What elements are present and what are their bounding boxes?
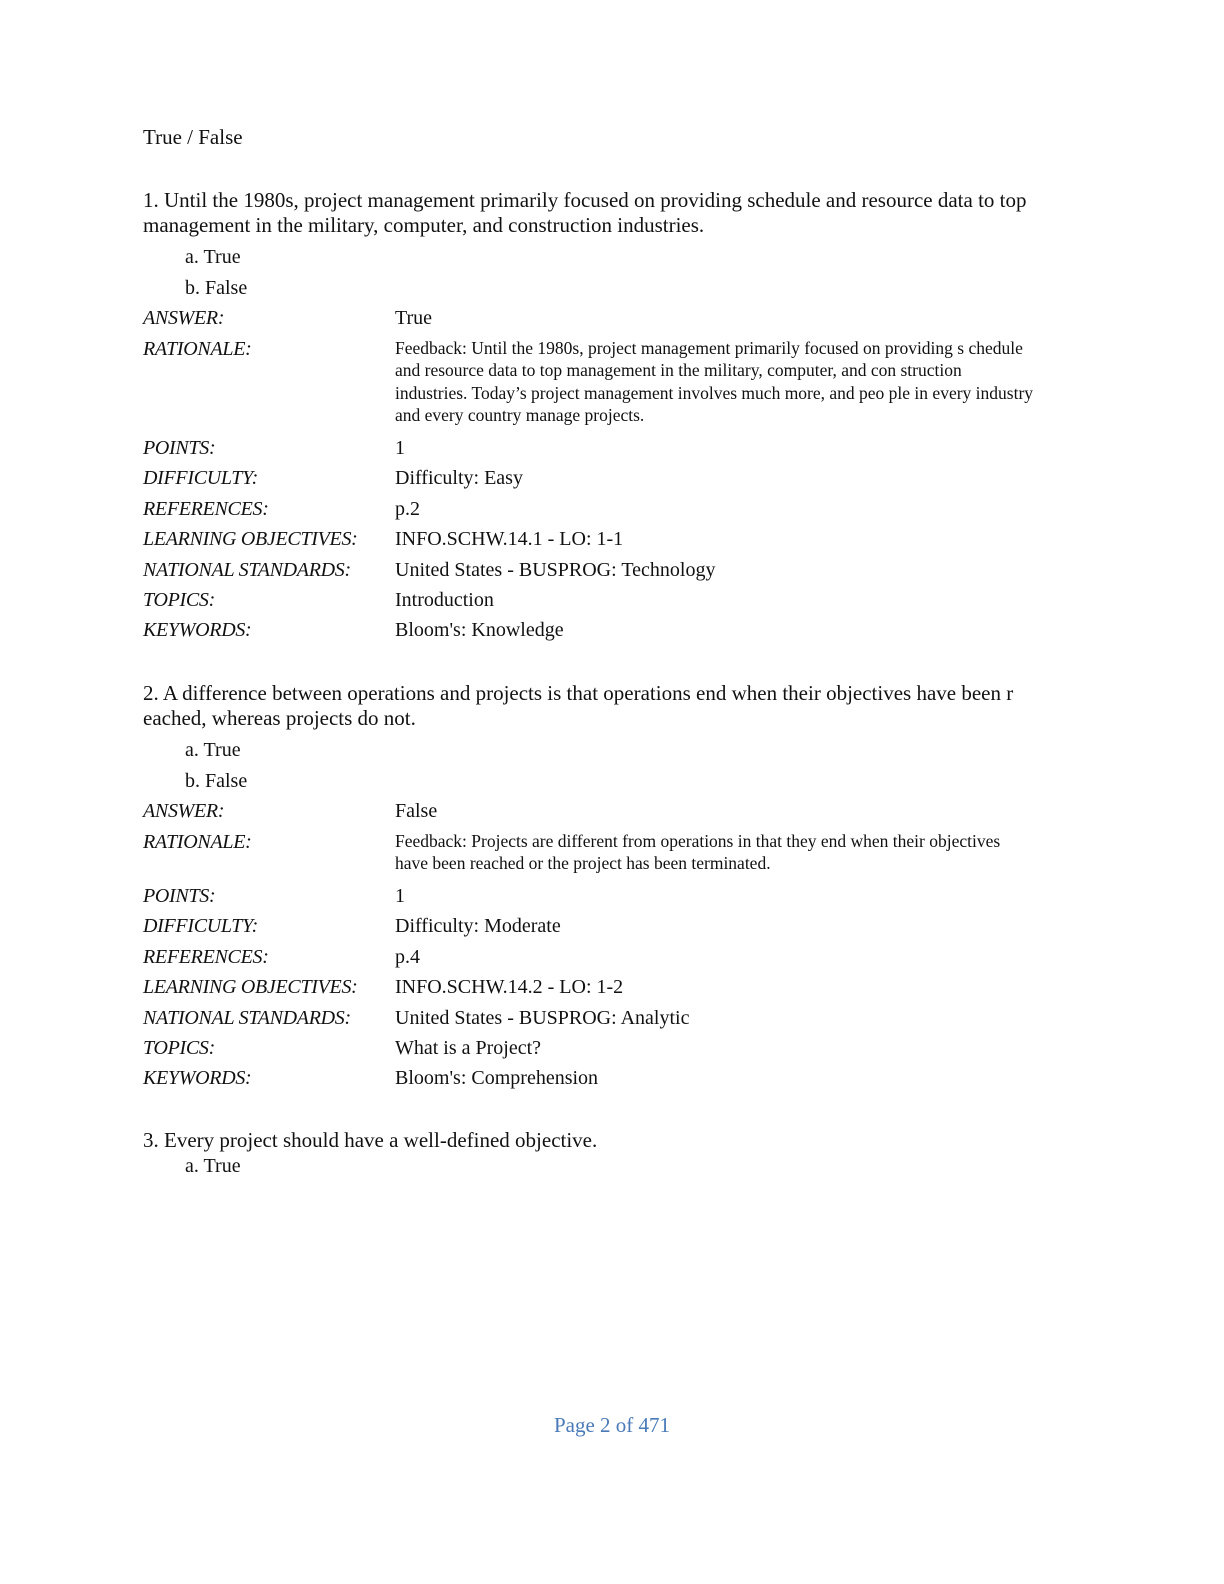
rationale-label: RATIONALE: xyxy=(143,337,252,360)
points-value: 1 xyxy=(395,884,405,907)
topics-value: Introduction xyxy=(395,589,494,611)
national-standards-label: NATIONAL STANDARDS: xyxy=(143,1006,351,1029)
learning-objectives-value: INFO.SCHW.14.1 - LO: 1-1 xyxy=(395,528,624,550)
section-title: True / False xyxy=(143,125,243,149)
option-a: a. True xyxy=(185,739,241,761)
topics-label: TOPICS: xyxy=(143,589,215,611)
question-text: 1. Until the 1980s, project management primarily focused on providing schedule and resource data to top management in the military, computer, and construction industries. xyxy=(143,188,1027,237)
points-label: POINTS: xyxy=(143,884,216,907)
option-b: b. False xyxy=(185,769,248,792)
question-2 xyxy=(143,681,1063,1092)
keywords-row xyxy=(143,1064,1063,1092)
national-standards-row xyxy=(143,1003,1063,1034)
question-text: 2. A difference between operations and projects is that operations end when their objectives have been r eached, whereas projects do not. xyxy=(143,681,1014,730)
topics-value: What is a Project? xyxy=(395,1037,542,1059)
difficulty-label: DIFFICULTY: xyxy=(143,467,259,489)
topics-row xyxy=(143,1033,1063,1064)
rationale-label: RATIONALE: xyxy=(143,830,252,853)
national-standards-value: United States - BUSPROG: Analytic xyxy=(395,1006,690,1029)
keywords-row xyxy=(143,616,1063,644)
points-label: POINTS: xyxy=(143,436,216,459)
question-metadata xyxy=(143,796,1063,1092)
national-standards-value: United States - BUSPROG: Technology xyxy=(395,558,716,581)
keywords-label: KEYWORDS: xyxy=(143,1066,252,1089)
answer-label: ANSWER: xyxy=(143,800,225,822)
option-a: a. True xyxy=(185,1155,241,1177)
references-label: REFERENCES: xyxy=(143,945,269,968)
learning-objectives-label: LEARNING OBJECTIVES: xyxy=(143,976,358,998)
national-standards-label: NATIONAL STANDARDS: xyxy=(143,558,351,581)
rationale-value: Feedback: Until the 1980s, project management primarily focused on providing s chedule and resource data to top management in the military, computer, and con struction industries. Today’s project management involves much more, and peo ple in every industry and every country manage projects. xyxy=(395,337,1034,425)
option-a: a. True xyxy=(185,246,241,268)
learning-objectives-value: INFO.SCHW.14.2 - LO: 1-2 xyxy=(395,976,624,998)
keywords-value: Bloom's: Knowledge xyxy=(395,618,564,641)
options-list xyxy=(143,735,1063,796)
difficulty-row xyxy=(143,463,1063,494)
keywords-value: Bloom's: Comprehension xyxy=(395,1066,599,1089)
answer-label: ANSWER: xyxy=(143,307,225,329)
references-label: REFERENCES: xyxy=(143,497,269,520)
question-1 xyxy=(143,188,1063,644)
learning-objectives-label: LEARNING OBJECTIVES: xyxy=(143,528,358,550)
references-row xyxy=(143,494,1063,525)
page-number: Page 2 of 471 xyxy=(553,1413,671,1437)
options-list xyxy=(143,242,1063,303)
question-metadata xyxy=(143,303,1063,644)
answer-row xyxy=(143,796,1063,827)
question-3 xyxy=(143,1128,1063,1182)
points-row xyxy=(143,881,1063,912)
answer-row xyxy=(143,303,1063,334)
difficulty-value: Difficulty: Moderate xyxy=(395,915,561,937)
rationale-row xyxy=(143,827,1063,881)
learning-objectives-row xyxy=(143,524,1063,555)
options-list xyxy=(143,1151,1063,1182)
topics-label: TOPICS: xyxy=(143,1037,215,1059)
points-row xyxy=(143,433,1063,464)
references-value: p.4 xyxy=(395,945,420,968)
references-value: p.2 xyxy=(395,497,420,520)
difficulty-value: Difficulty: Easy xyxy=(395,467,523,489)
answer-value: False xyxy=(395,800,438,822)
points-value: 1 xyxy=(395,436,405,459)
difficulty-label: DIFFICULTY: xyxy=(143,915,259,937)
rationale-value: Feedback: Projects are different from operations in that they end when their objectives have been reached or the project has been terminated. xyxy=(395,830,1001,873)
national-standards-row xyxy=(143,555,1063,586)
answer-value: True xyxy=(395,307,433,329)
option-b: b. False xyxy=(185,276,248,299)
difficulty-row xyxy=(143,911,1063,942)
question-text: 3. Every project should have a well-defined objective. xyxy=(143,1128,598,1152)
topics-row xyxy=(143,585,1063,616)
references-row xyxy=(143,942,1063,973)
rationale-row xyxy=(143,334,1063,433)
learning-objectives-row xyxy=(143,972,1063,1003)
keywords-label: KEYWORDS: xyxy=(143,618,252,641)
